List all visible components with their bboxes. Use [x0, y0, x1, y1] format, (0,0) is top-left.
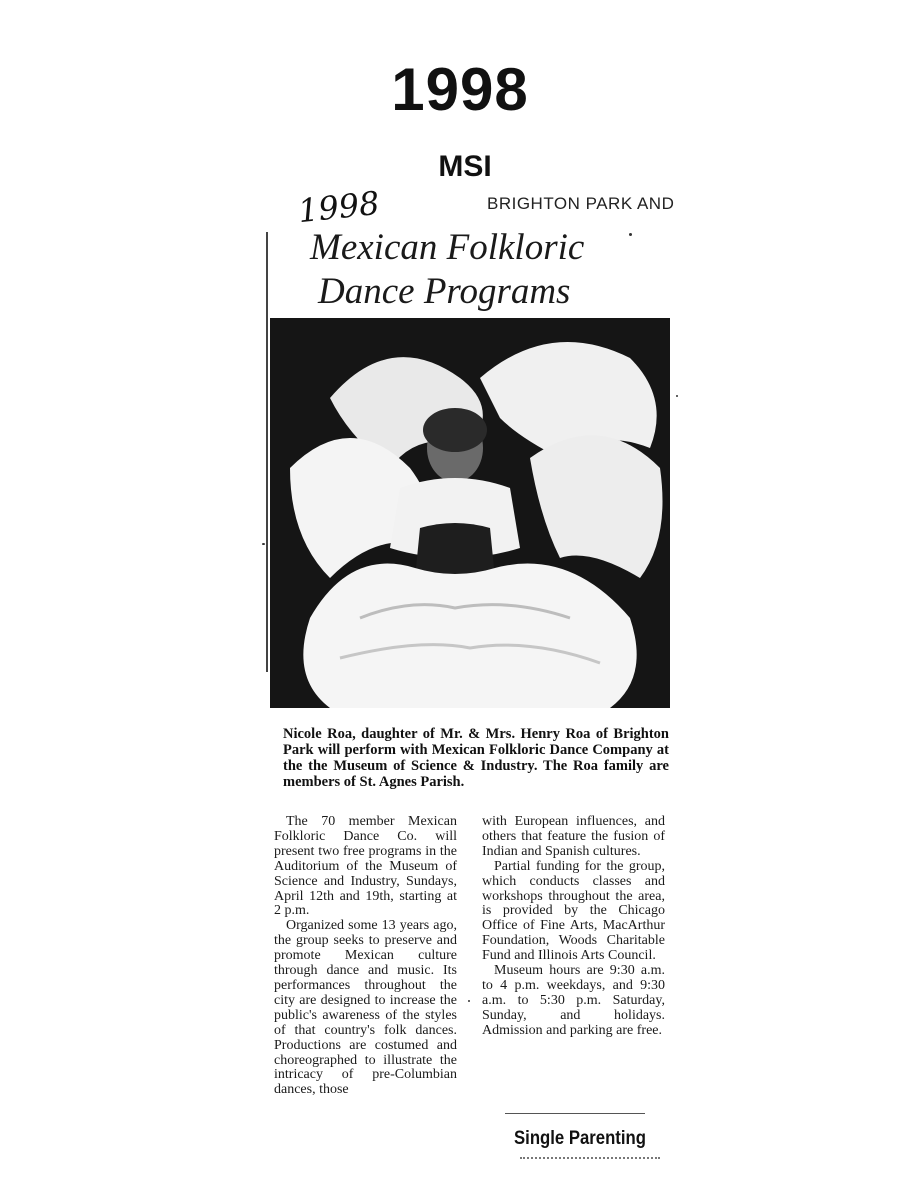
next-article-heading: Single Parenting	[514, 1128, 646, 1149]
article-paragraph: with European influences, and others that feature the fusion of Indian and Spanish cultures.	[482, 814, 665, 859]
handwritten-year: 1998	[296, 183, 382, 231]
article-column-left	[274, 815, 457, 1098]
clipping-cut-edge	[520, 1157, 660, 1162]
scan-speck	[629, 233, 632, 236]
dancer-photo	[270, 318, 670, 708]
year-heading: 1998	[391, 56, 529, 123]
article-paragraph: The 70 member Mexican Folkloric Dance Co. will present two free programs in the Auditorium of the Museum of Science and Industry, Sundays, April 12th and 19th, starting at 2 p.m.	[274, 814, 457, 919]
headline-line-1: Mexican Folkloric	[310, 227, 585, 268]
scan-speck	[676, 395, 678, 397]
dancer-photo-illustration	[270, 318, 670, 708]
article-paragraph: Partial funding for the group, which conducts classes and workshops throughout the area, is provided by the Chicago Office of Fine Arts, MacArthur Foundation, Woods Charitable Fund and Illinois Arts Council.	[482, 858, 665, 964]
article-headline	[310, 226, 650, 314]
source-label: MSI	[438, 150, 492, 183]
article-paragraph: Organized some 13 years ago, the group seeks to preserve and promote Mexican culture through dance and music. Its performances throughout the city are designed to increase the public's awareness of the styles of that country's folk dances. Productions are costumed and choreographed to illustrate the intricacy of pre-Columbian dances, those	[274, 918, 457, 1098]
article-column-right	[482, 815, 665, 1039]
headline-line-2: Dance Programs	[318, 271, 571, 312]
photo-caption: Nicole Roa, daughter of Mr. & Mrs. Henry Roa of Brighton Park will perform with Mexican Folkloric Dance Company at the the Museum of Science & Industry. The Roa family are members of St. Agnes Parish.	[283, 726, 669, 790]
scan-speck	[468, 1000, 470, 1002]
masthead-fragment: BRIGHTON PARK AND	[487, 194, 675, 213]
article-paragraph: Museum hours are 9:30 a.m. to 4 p.m. weekdays, and 9:30 a.m. to 5:30 p.m. Saturday, Sunday, and holidays. Admission and parking are free.	[482, 963, 665, 1038]
clipping-left-border	[266, 232, 268, 672]
section-divider	[505, 1113, 645, 1114]
scan-speck	[262, 543, 265, 545]
